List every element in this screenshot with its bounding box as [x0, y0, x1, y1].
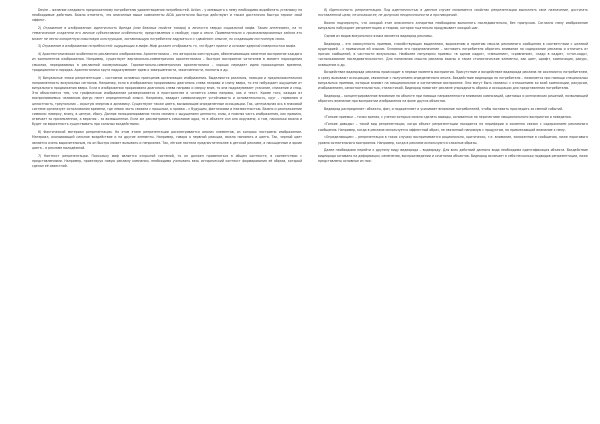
- paragraph: Desire – желание следовать предложенному потребителю удовлетворения потребностей. Action – у имеющего к нему необходимо выработать установку на необходимые действия. Важно отметить, что описанные выше компоненты AIDA достаточно быстро действуют и также достаточно быстро теряют свой эффект.: [32, 8, 302, 23]
- paragraph: 8) Идентичность репрезентации. Под идентичностью в данном случае понимается свойство репрезентации выполнять свое назначение, достигать поставленной цели, не искажая ее, не допуская неоднозначности и противоречий.: [318, 8, 588, 18]
- paragraph: 6) Фактический материал репрезентации. На этом этапе репрезентации рассматривается анализ элементов, из которых построено изображение. Материал, оказывающий сильное воздействие и на другие элементы. Например, говоря о нервной реакции, важно понимать и цвета. Так, черный цвет является очень выразительным, но он быстро может вызывать и неприятие. Так, лёгкие пастели предпочтительнее в детской рекламе, а насыщенные и яркие цвета – в рекламе молодёжной.: [32, 130, 302, 150]
- paragraph: 2) Отражение в изображении: идентичность бренда (или базовых свойств товара) и личности твердо социальной мифа. Таким интенсивно, на то тематические создатели его личные субъективные особенности, представления о свободе, гиде и сексе. Применительно к проанализированных кейсов это может не нести конкретную смысловую конструкцию, заставляющую потребителя задуматься о «двойном» смысле, но создающим постоянную связь.: [32, 26, 302, 41]
- paragraph: Одним из видов визуального языка является видеоряд рекламы.: [324, 34, 433, 38]
- paragraph: Далее необходимо перейти к другому виду видеоряда – видеоряду. Для всех действий данного вида необходима идентификация объекта. Воздействие видеоряда основано на деформации, изменении, воспроизведении и сочетании объектов. Видеоряд включает в себя несколько подвидов репрезентации, ниже представлены основные из них:: [318, 148, 588, 163]
- paragraph: Видеоряд – концентрированное внимание на объекте при помощи направленности внимания композиций, цветовых и ритмических решений, позволяющей обратить внимание при восприятии изображения на фоне других объектов.: [318, 93, 588, 104]
- paragraph: 4) Архитектонические особенности рекламного изображения. Архитектоника – это авторская конструкция, обеспечивающая заметное восприятие каждого из компонентов изображения. Например, существует вертикально-симметричная архитектоника – быстрое восприятие читателем в момент порождения смыслов, передаваемых в рекламной коммуникации. Горизонтально-симметричная архитектоника – хорошо передает идею прохождения времени, традиционного порядка. Архитектоника круга подразумевает идею о завершенности, законченности, полноты и др.: [32, 52, 302, 72]
- paragraph: Воздействие видеоряда рекламы происходит в первые моменты восприятия. Присутствие и воздействие видеоряда реклама не осознаются потребителем, а сразу вызывают ассоциации, связанные с получением определенного опыта. Воздействие видеоряда на потребителя – появляется при помощи специальных визуальных приемов, которые влияют на эмоциональное и когнитивное восприятие. Они могут быть связаны: с отношением ко всей композиции, ракурсом, изображением, самостоятельностью, стилистикой. Видеоряд помогает рекламе упорядочить образы и ассоциации для представления потребителю.: [318, 70, 588, 91]
- paragraph: «Тонкие доводы» – такой вид репрезентации, когда объект репрезентации находится на периферии и косвенно связан с содержанием рекламного сообщения. Например, когда в рекламе используется эффектный образ, не связанный напрямую с продуктом, но привлекающий внимание к нему.: [318, 122, 588, 132]
- right-text-column: [318, 8, 588, 167]
- paragraph: 7) Контекст репрезентации. Поскольку миф является открытой системой, то он должен применяться в общем контексте, в соответствии с представлениями. Например, проектируя новую рекламу компании, необходимо учитывать весь исторический контекст формирования её образа, который сделал её известной.: [32, 153, 302, 169]
- paragraph: «Тонкие приемы» – точки зрения, с учетом которых можно сделать выводы, основанные на перспективе эмоционального восприятия и поведения.: [324, 114, 572, 119]
- paragraph: Видеоряд – это совокупность приемов, способствующих выделению, выражению и приятию смысла рекламного сообщения в соответствии с целевой аудиторией – с привычным ей языком. Основное его предназначение – заставить потребителя обратить внимание на содержание рекламы и отличить от прочих сообщений, в частности визуальных. Наиболее популярны приемы: «в одном кадре», «смешение», «сравнение», «кадр в кадре», «стоп-кадр», «использование последовательности». Для понимания смысла рекламы важны и такие стилистические элементы, как цвет, шрифт, композиция, ракурс, освещение и др.: [318, 41, 588, 67]
- paragraph: Важно подчеркнуть, что каждый этап описанного алгоритма необходимо выполнять последовательно, без пропусков. Согласно нему изображение визуально побуждает репрезентацию и теорию, которая тщательно продумывает каждый шаг.: [318, 21, 588, 31]
- left-text-column: [32, 8, 302, 172]
- paragraph: «Определяющие» – репрезентация в таких случаях воспринимается рационально, критически, т.е. внимание, заложенное в сообщении, ниже порогового уровня сознательного восприятия. Например, когда в рекламе используются сложные образы.: [318, 135, 588, 145]
- paragraph: 3) Отражение в изображении потребностей: ощущающих в мифе. Миф должен отображать то, что будет принят и основан ядерной поверхностью мифа.: [38, 44, 297, 49]
- paragraph: 5) Визуальные знаки репрезентации – состояние основных принципов организации изображения. Выделяются различия, позиция и предположительная направленность визуальных сигналов. Например, если в изображении прорисованы диагональ слева направо и снизу вверх, то это побуждает ощущение от визуального продвижения вверх. Если в изображении прорисована диагональ слева направо и сверху вниз, то она подразумевает угасание, снижение и спад. Это объясняется тем, что графическое изображение развертывается в пространстве и читается слева направо, как и текст. Кроме того, каждая из воспринимаемых человеком фигур несет определенный смысл. Например, квадрат символизирует устойчивость и основательность, круг – гармонию и целостность, треугольник – скрытую энергию и динамику. Существуют также цвета, вызывающие определенные ассоциации. Так, центральная ось в знаковой системе организует истолкования времени, где левая часть связана с прошлым, а правая – с будущим, фантазиями и неизвестностью. Важно и расположение символа: наверху, внизу, в центре, сбоку. Данное позиционирование тесно связано с ощущением ценности, силы, а нижняя часть изображения, как правило, отвечает за приземленное, а верхняя – за возвышенное. Если же рассматривать смысловое ядро, то в объекте сил оно окружено, о том, насколько важна и будет ли вероятность существовать при сильных воздействиях.: [32, 75, 302, 127]
- paragraph: Видеоряд распределяет: объекты, фон, и подкрепляет и усиливает внимание потребителей, чтобы заставить проследить за сменой событий.: [324, 106, 564, 111]
